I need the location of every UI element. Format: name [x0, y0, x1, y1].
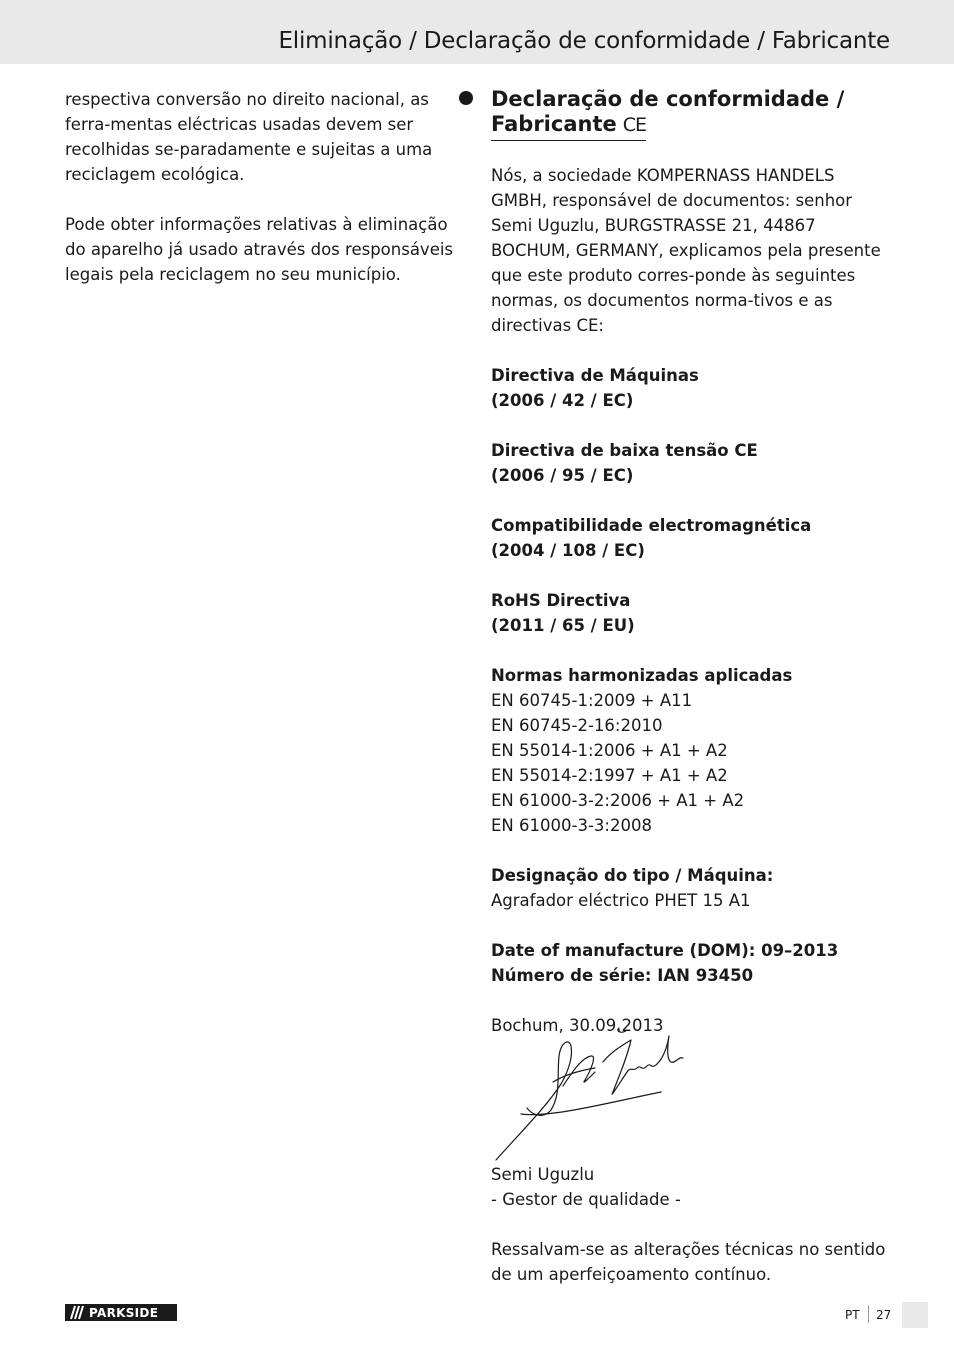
type-value: Agrafador eléctrico PHET 15 A1	[491, 891, 751, 910]
directive-name: RoHS Directiva	[491, 591, 631, 610]
directive-code: (2006 / 42 / EC)	[491, 391, 634, 410]
logo-stripes-icon	[65, 1304, 87, 1321]
norms-block	[491, 663, 891, 838]
norms-title: Normas harmonizadas aplicadas	[491, 666, 793, 685]
directive-name: Directiva de baixa tensão CE	[491, 441, 758, 460]
norm-item: EN 60745-1:2009 + A11	[491, 691, 693, 710]
place-date: Bochum, 30.09.2013	[491, 1016, 664, 1035]
directive-code: (2004 / 108 / EC)	[491, 541, 645, 560]
declaration-intro: Nós, a sociedade KOMPERNASS HANDELS GMBH, responsável de documentos: senhor Semi Uguzlu, BURGSTRASSE 21, 44867 BOCHUM, GERMANY, explicamos pela presente que este produto corres-ponde às seguintes normas, os documentos norma-tivos e as directivas CE:	[491, 166, 881, 335]
norm-item: EN 61000-3-2:2006 + A1 + A2	[491, 791, 745, 810]
norm-item: EN 55014-1:2006 + A1 + A2	[491, 741, 728, 760]
ce-mark-icon: CE	[622, 114, 647, 136]
directive-emc	[491, 513, 891, 563]
type-title: Designação do tipo / Máquina:	[491, 866, 774, 885]
parkside-logo	[65, 1304, 177, 1321]
heading-line2: Fabricante	[491, 112, 617, 136]
page-title: Eliminação / Declaração de conformidade / Fabricante	[278, 28, 890, 54]
disposal-info-paragraph: Pode obter informações relativas à eliminação do aparelho já usado através dos responsáveis legais pela reciclagem no seu município.	[65, 215, 454, 284]
type-block	[491, 863, 891, 913]
page-corner-box	[902, 1302, 928, 1328]
language-code: PT	[845, 1308, 860, 1322]
directive-machinery	[491, 363, 891, 413]
directive-code: (2006 / 95 / EC)	[491, 466, 634, 485]
date-of-manufacture: Date of manufacture (DOM): 09–2013	[491, 941, 839, 960]
signature-image	[491, 1022, 701, 1162]
serial-number: Número de série: IAN 93450	[491, 966, 754, 985]
norm-item: EN 55014-2:1997 + A1 + A2	[491, 766, 728, 785]
disposal-paragraph: respectiva conversão no direito nacional, as ferra-mentas eléctricas usadas devem ser recolhidas se-paradamente e sujeitas a uma reciclagem ecológica.	[65, 90, 433, 184]
norm-item: EN 61000-3-3:2008	[491, 816, 652, 835]
heading-line1: Declaração de conformidade /	[491, 87, 845, 111]
directive-rohs	[491, 588, 891, 638]
directive-code: (2011 / 65 / EU)	[491, 616, 635, 635]
signer-name: Semi Uguzlu	[491, 1165, 595, 1184]
signer-block	[491, 1162, 891, 1212]
page-number: 27	[876, 1308, 892, 1322]
directive-low-voltage	[491, 438, 891, 488]
bullet-icon	[459, 91, 473, 105]
left-column	[65, 87, 465, 312]
signer-role: - Gestor de qualidade -	[491, 1190, 681, 1209]
manufacture-block	[491, 938, 891, 988]
directive-name: Directiva de Máquinas	[491, 366, 699, 385]
section-heading	[459, 87, 891, 141]
heading-underline-wrap	[491, 112, 646, 141]
technical-changes-note: Ressalvam-se as alterações técnicas no sentido de um aperfeiçoamento contínuo.	[491, 1240, 886, 1284]
directive-name: Compatibilidade electromagnética	[491, 516, 812, 535]
right-column	[491, 87, 891, 1063]
norm-item: EN 60745-2-16:2010	[491, 716, 663, 735]
logo-text: PARKSIDE	[89, 1305, 159, 1320]
footer-divider	[868, 1305, 869, 1323]
header-bar	[0, 0, 954, 64]
